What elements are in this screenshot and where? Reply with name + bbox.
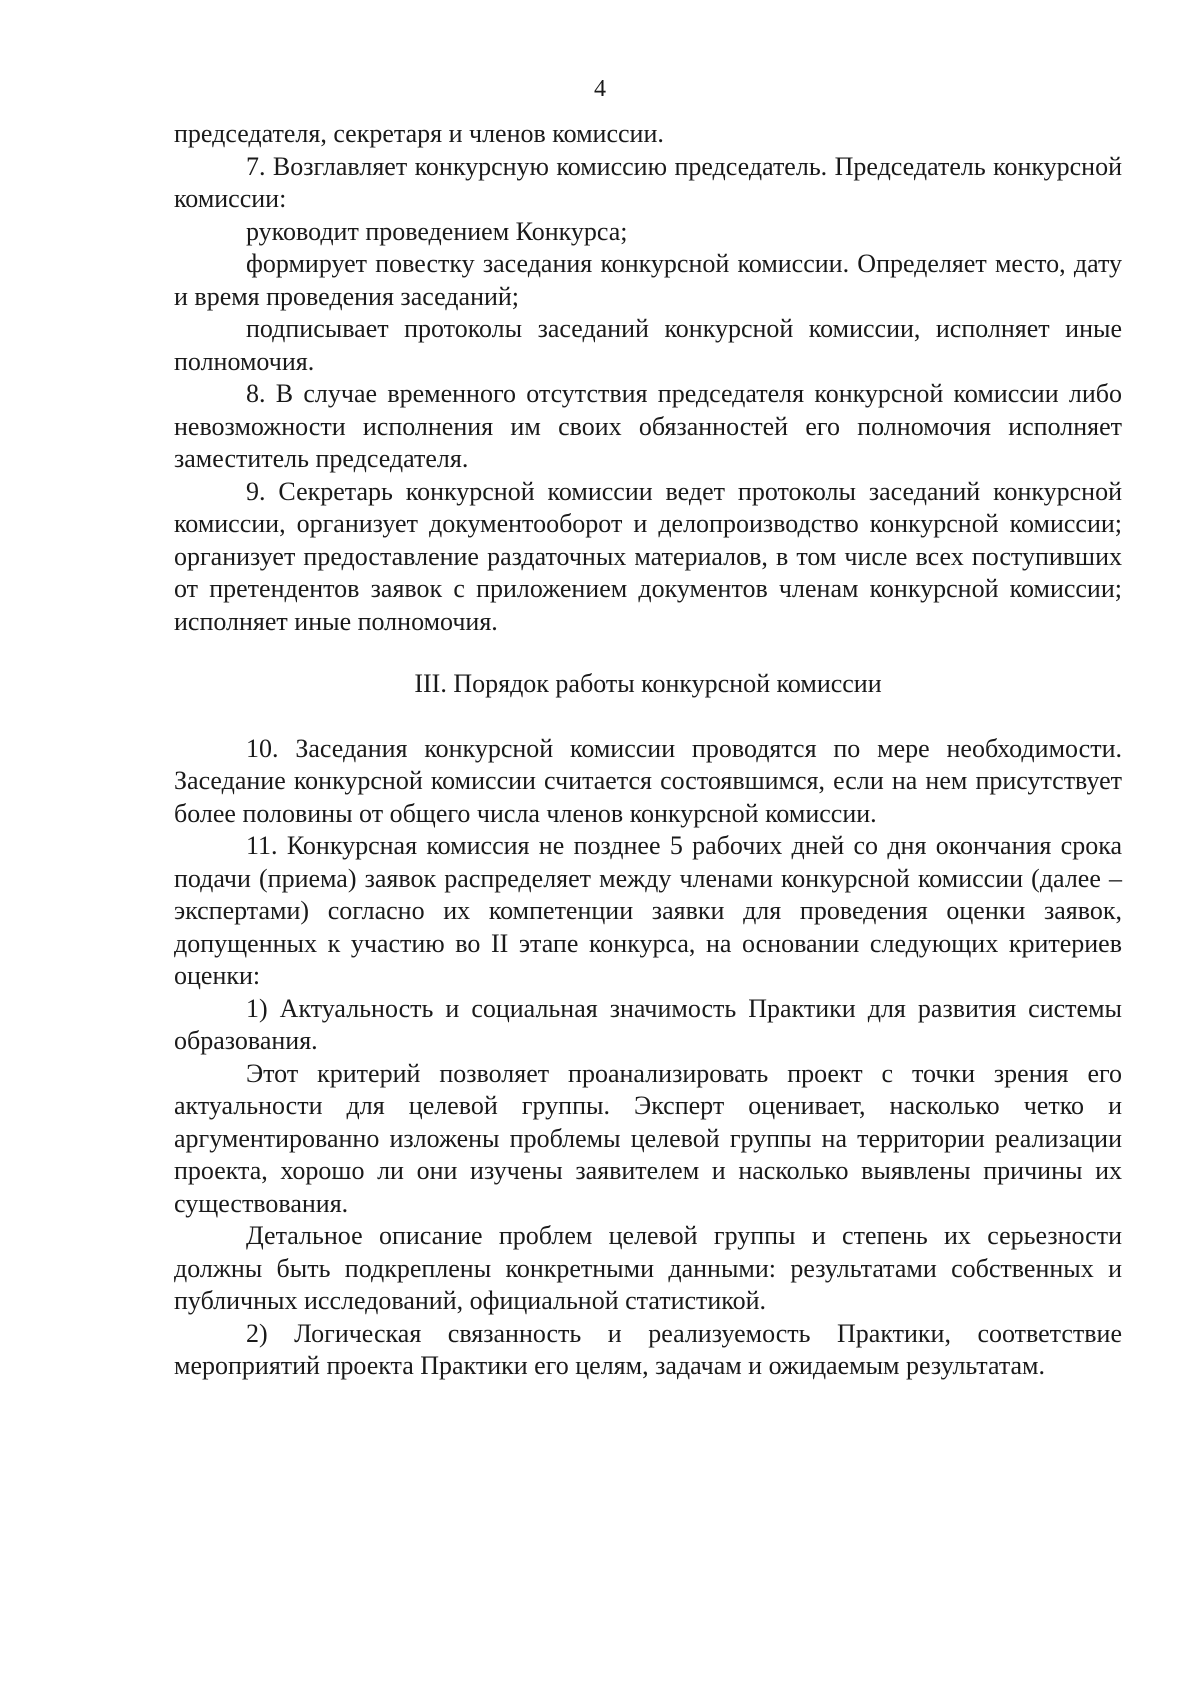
page-number: 4 bbox=[594, 76, 606, 102]
section-heading: III. Порядок работы конкурсной комиссии bbox=[414, 669, 882, 698]
paragraph-item-8: 8. В случае временного отсутствия председателя конкурсной комиссии либо невозможности исполнения им своих обязанностей его полномочия исполняет заместитель председателя. bbox=[174, 379, 1122, 473]
paragraph-chairman-duty-1: руководит проведением Конкурса; bbox=[246, 216, 628, 246]
paragraph-continuation: председателя, секретаря и членов комиссии. bbox=[174, 119, 664, 148]
paragraph-criterion-1-explanation: Этот критерий позволяет проанализировать проект с точки зрения его актуальности для целевой группы. Эксперт оценивает, насколько четко и аргументированно изложены проблемы целевой группы на территории реализации проекта, хорошо ли они изучены заявителем и насколько выявлены причины их существования. bbox=[174, 1058, 1122, 1218]
document-body bbox=[174, 118, 1122, 1383]
paragraph-item-10: 10. Заседания конкурсной комиссии проводятся по мере необходимости. Заседание конкурсной комиссии считается состоявшимся, если на нем присутствует более половины от общего числа членов конкурсной комиссии. bbox=[174, 733, 1122, 828]
paragraph-criterion-2: 2) Логическая связанность и реализуемость Практики, соответствие мероприятий проекта Практики его целям, задачам и ожидаемым результатам. bbox=[174, 1318, 1122, 1380]
paragraph-item-11: 11. Конкурсная комиссия не позднее 5 рабочих дней со дня окончания срока подачи (приема) заявок распределяет между членами конкурсной комиссии (далее – экспертами) согласно их компетенции заявки для проведения оценки заявок, допущенных к участию во II этапе конкурса, на основании следующих критериев оценки: bbox=[174, 831, 1122, 990]
paragraph-item-7: 7. Возглавляет конкурсную комиссию председатель. Председатель конкурсной комиссии: bbox=[174, 151, 1122, 213]
paragraph-chairman-duty-3: подписывает протоколы заседаний конкурсной комиссии, исполняет иные полномочия. bbox=[174, 314, 1122, 376]
paragraph-criterion-1-details: Детальное описание проблем целевой группы и степень их серьезности должны быть подкреплены конкретными данными: результатами собственных и публичных исследований, официальной статистикой. bbox=[174, 1221, 1122, 1315]
paragraph-item-9: 9. Секретарь конкурсной комиссии ведет протоколы заседаний конкурсной комиссии, организует документооборот и делопроизводство конкурсной комиссии; организует предоставление раздаточных материалов, в том числе всех поступивших от претендентов заявок с приложением документов членам конкурсной комиссии; исполняет иные полномочия. bbox=[174, 476, 1122, 636]
paragraph-criterion-1: 1) Актуальность и социальная значимость Практики для развития системы образования. bbox=[174, 993, 1122, 1055]
paragraph-chairman-duty-2: формирует повестку заседания конкурсной комиссии. Определяет место, дату и время проведения заседаний; bbox=[174, 249, 1122, 311]
